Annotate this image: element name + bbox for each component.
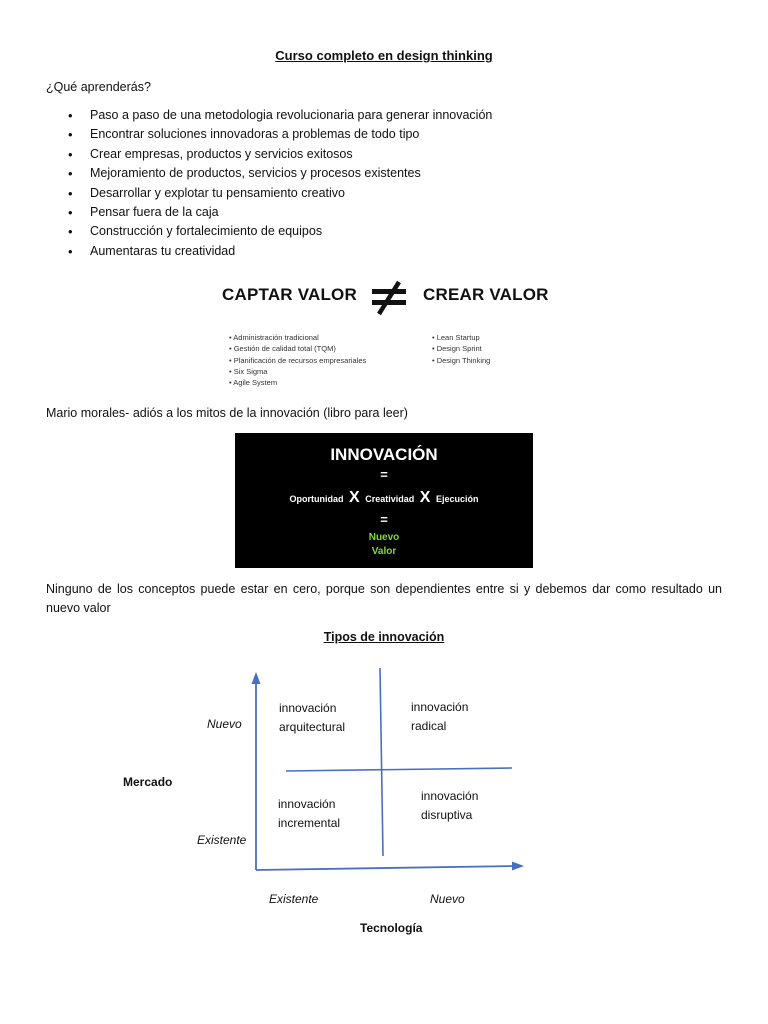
list-item: • Paso a paso de una metodologia revolucionaria para generar innovación — [68, 106, 492, 125]
vertical-divider — [380, 668, 383, 856]
y-axis-arrow — [252, 672, 261, 684]
quadrant-arquitectural — [279, 699, 345, 737]
x-axis-title: Tecnología — [360, 921, 423, 935]
formula-equals: = — [380, 467, 388, 482]
quadrant-line: disruptiva — [421, 808, 473, 822]
quadrant-incremental — [278, 795, 340, 833]
list-item: • Gestión de calidad total (TQM) — [229, 344, 336, 354]
list-item: • Agile System — [229, 378, 278, 388]
quadrant-disruptiva — [421, 787, 478, 825]
list-item: • Design Thinking — [432, 355, 491, 365]
book-reference: Mario morales- adiós a los mitos de la innovación (libro para leer) — [46, 406, 408, 420]
result-line-valor: Valor — [371, 546, 397, 557]
x-axis-arrow — [512, 862, 524, 871]
list-item: • Desarrollar y explotar tu pensamiento creativo — [68, 184, 492, 203]
term-creatividad: Creatividad — [365, 494, 415, 504]
list-item: • Design Sprint — [432, 344, 482, 354]
list-item: • Administración tradicional — [229, 333, 319, 342]
y-axis-low-label: Existente — [197, 833, 247, 847]
quadrant-line: innovación — [278, 797, 336, 811]
list-item: • Six Sigma — [229, 366, 268, 376]
term-oportunidad: Oportunidad — [289, 494, 344, 504]
horizontal-divider — [286, 768, 512, 771]
formula-title: INNOVACIÓN — [330, 445, 438, 464]
crear-valor-heading: CREAR VALOR — [423, 285, 549, 304]
types-title: Tipos de innovación — [323, 630, 445, 644]
quadrant-line: innovación — [411, 700, 469, 714]
list-item: • Planificación de recursos empresariales — [229, 355, 367, 365]
list-item: • Construcción y fortalecimiento de equipos — [68, 222, 492, 241]
times-sign: X — [349, 489, 360, 506]
list-item: • Crear empresas, productos y servicios exitosos — [68, 145, 492, 164]
list-item: • Encontrar soluciones innovadoras a problemas de todo tipo — [68, 125, 492, 144]
quadrant-line: innovación — [279, 701, 337, 715]
document-title: Curso completo en design thinking — [275, 48, 493, 63]
result-line-nuevo: Nuevo — [368, 532, 400, 543]
quadrant-line: incremental — [278, 816, 341, 830]
y-axis-high-label: Nuevo — [207, 717, 242, 731]
formula-equals: = — [380, 512, 388, 527]
list-item: • Aumentaras tu creatividad — [68, 242, 492, 261]
concepts-paragraph: Ninguno de los conceptos puede estar en cero, porque son dependientes entre si y debemos dar como resultado un nuevo valor — [46, 582, 722, 615]
quadrant-radical — [411, 698, 468, 736]
quadrant-line: arquitectural — [279, 720, 346, 734]
list-item: • Mejoramiento de productos, servicios y procesos existentes — [68, 164, 492, 183]
question-heading: ¿Qué aprenderás? — [46, 80, 151, 94]
quadrant-line: innovación — [421, 789, 479, 803]
quadrant-line: radical — [411, 719, 447, 733]
list-item: • Pensar fuera de la caja — [68, 203, 492, 222]
term-ejecucion: Ejecución — [435, 494, 479, 504]
x-axis-low-label: Existente — [269, 892, 319, 906]
captar-valor-heading: CAPTAR VALOR — [222, 285, 357, 304]
times-sign: X — [419, 489, 431, 506]
list-item: • Lean Startup — [432, 333, 480, 342]
y-axis-title: Mercado — [123, 775, 173, 789]
x-axis-high-label: Nuevo — [430, 892, 465, 906]
x-axis — [256, 866, 515, 870]
